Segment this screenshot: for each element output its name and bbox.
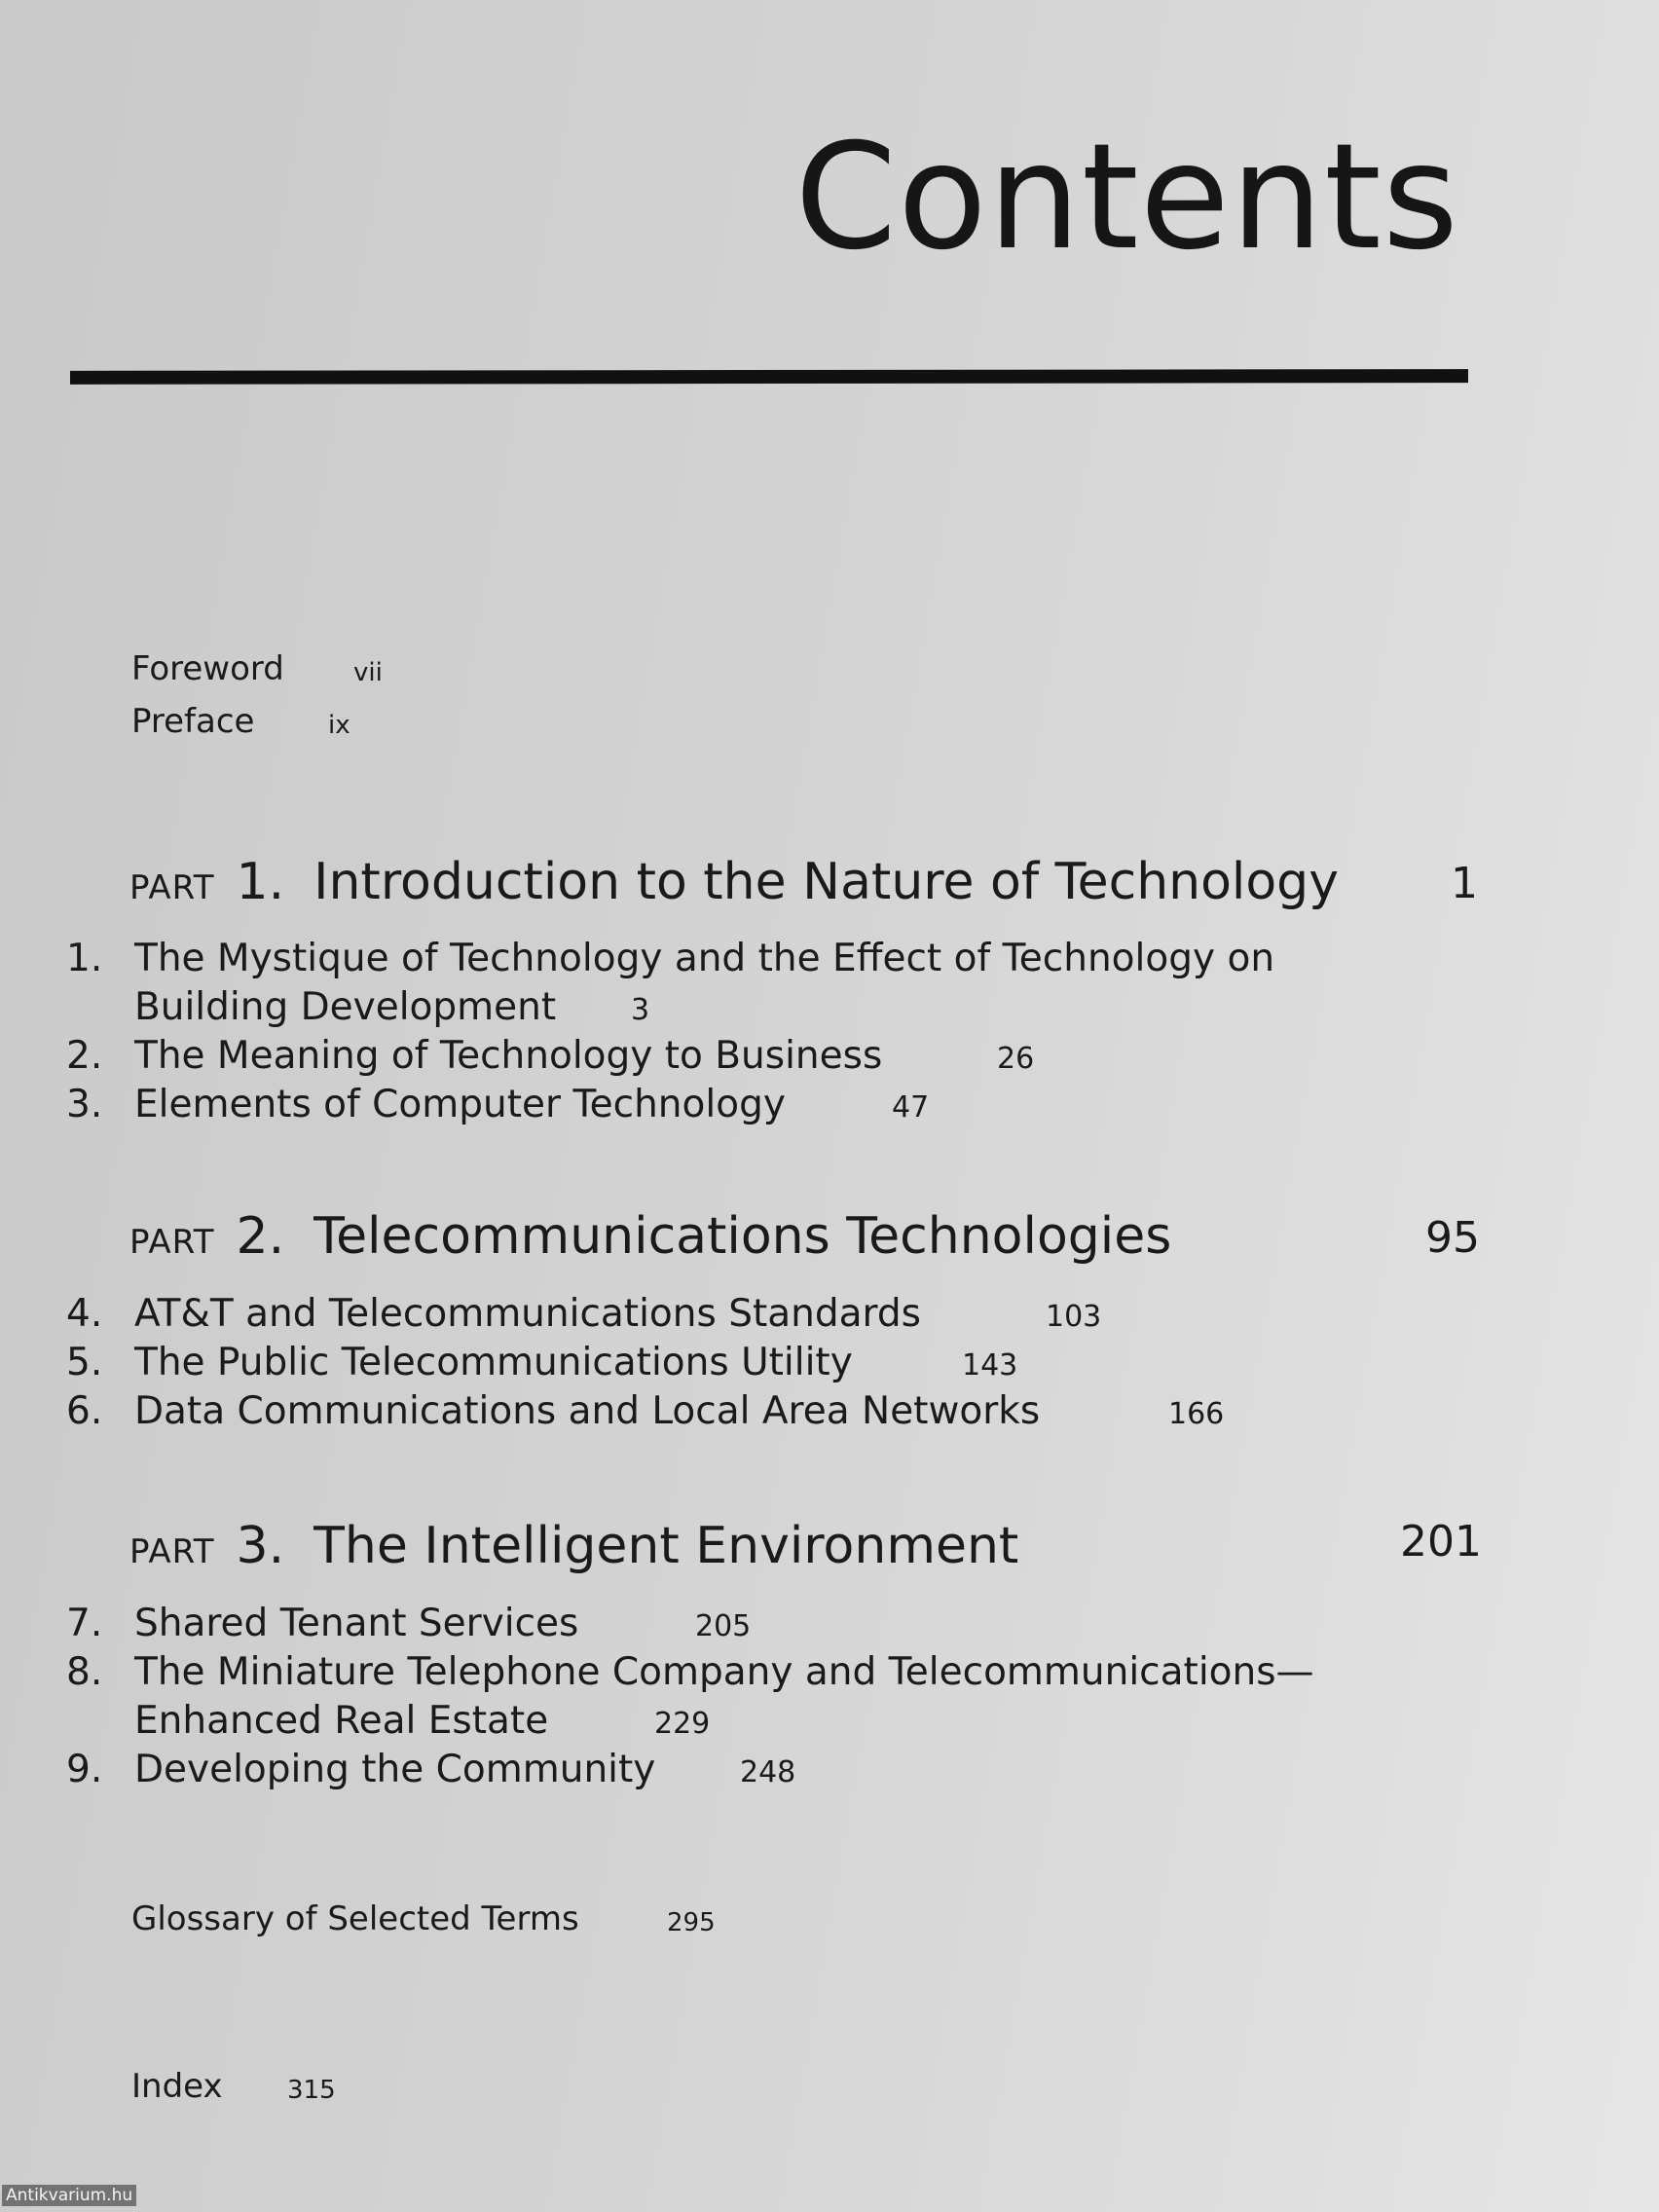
chapter-title: Developing the Community	[134, 1748, 656, 1791]
chapter-title: Shared Tenant Services	[134, 1602, 579, 1645]
toc-entry-index	[131, 2067, 336, 2106]
chapter-number: 4.	[66, 1292, 103, 1336]
chapter-number: 5.	[66, 1341, 103, 1384]
part-title: Introduction to the Nature of Technology	[313, 853, 1339, 911]
entry-page: ix	[328, 711, 350, 740]
chapter-title-cont: Enhanced Real Estate	[134, 1699, 549, 1743]
chapter-page: 143	[962, 1348, 1018, 1382]
chapter-title: The Mystique of Technology and the Effect of Technology on	[134, 937, 1275, 980]
chapter-number: 6.	[66, 1389, 103, 1433]
chapter-page: 229	[654, 1707, 711, 1741]
chapter-page: 166	[1168, 1397, 1225, 1431]
part-page-3: 201	[1400, 1517, 1482, 1567]
entry-label: Index	[131, 2067, 223, 2106]
chapter-title: Elements of Computer Technology	[134, 1083, 786, 1126]
chapter-page: 205	[695, 1609, 752, 1643]
part-heading-1	[129, 853, 1339, 911]
toc-entry-foreword	[131, 649, 383, 688]
entry-page: 295	[667, 1908, 716, 1937]
chapter-title: AT&T and Telecommunications Standards	[134, 1292, 921, 1336]
chapter-page: 103	[1046, 1300, 1102, 1334]
part-title: Telecommunications Technologies	[313, 1207, 1172, 1266]
part-page-2: 95	[1425, 1213, 1480, 1263]
chapter-number: 7.	[66, 1602, 103, 1645]
part-page-1: 1	[1451, 859, 1478, 908]
part-title: The Intelligent Environment	[313, 1517, 1019, 1575]
chapter-title-cont: Building Development	[134, 985, 557, 1029]
chapter-number: 2.	[66, 1034, 103, 1078]
chapter-title: The Miniature Telephone Company and Telecommunications—	[134, 1650, 1314, 1694]
part-heading-2	[129, 1207, 1172, 1266]
chapter-number: 8.	[66, 1650, 103, 1694]
entry-label: Foreword	[131, 649, 284, 688]
part-number: 3.	[236, 1517, 285, 1575]
entry-label: Preface	[131, 702, 255, 741]
toc-entry-glossary	[131, 1899, 716, 1938]
part-keyword: PART	[129, 868, 215, 907]
part-keyword: PART	[129, 1532, 215, 1571]
watermark: Antikvarium.hu	[2, 2185, 136, 2206]
part-keyword: PART	[129, 1223, 215, 1262]
part-heading-3	[129, 1517, 1019, 1575]
toc-entry-preface	[131, 702, 350, 741]
entry-label: Glossary of Selected Terms	[131, 1899, 579, 1938]
chapter-page: 3	[631, 993, 650, 1027]
part-number: 1.	[236, 853, 285, 911]
page-title: Contents	[794, 113, 1459, 282]
entry-page: vii	[353, 658, 383, 687]
title-rule	[70, 369, 1468, 385]
chapter-page: 47	[892, 1090, 930, 1124]
chapter-number: 1.	[66, 937, 103, 980]
chapter-number: 9.	[66, 1748, 103, 1791]
chapter-title: The Public Telecommunications Utility	[134, 1341, 853, 1384]
chapter-title: The Meaning of Technology to Business	[134, 1034, 883, 1078]
chapter-page: 26	[997, 1042, 1035, 1076]
entry-page: 315	[287, 2076, 336, 2105]
chapter-number: 3.	[66, 1083, 103, 1126]
part-number: 2.	[236, 1207, 285, 1266]
chapter-page: 248	[740, 1755, 796, 1789]
chapter-title: Data Communications and Local Area Networks	[134, 1389, 1041, 1433]
